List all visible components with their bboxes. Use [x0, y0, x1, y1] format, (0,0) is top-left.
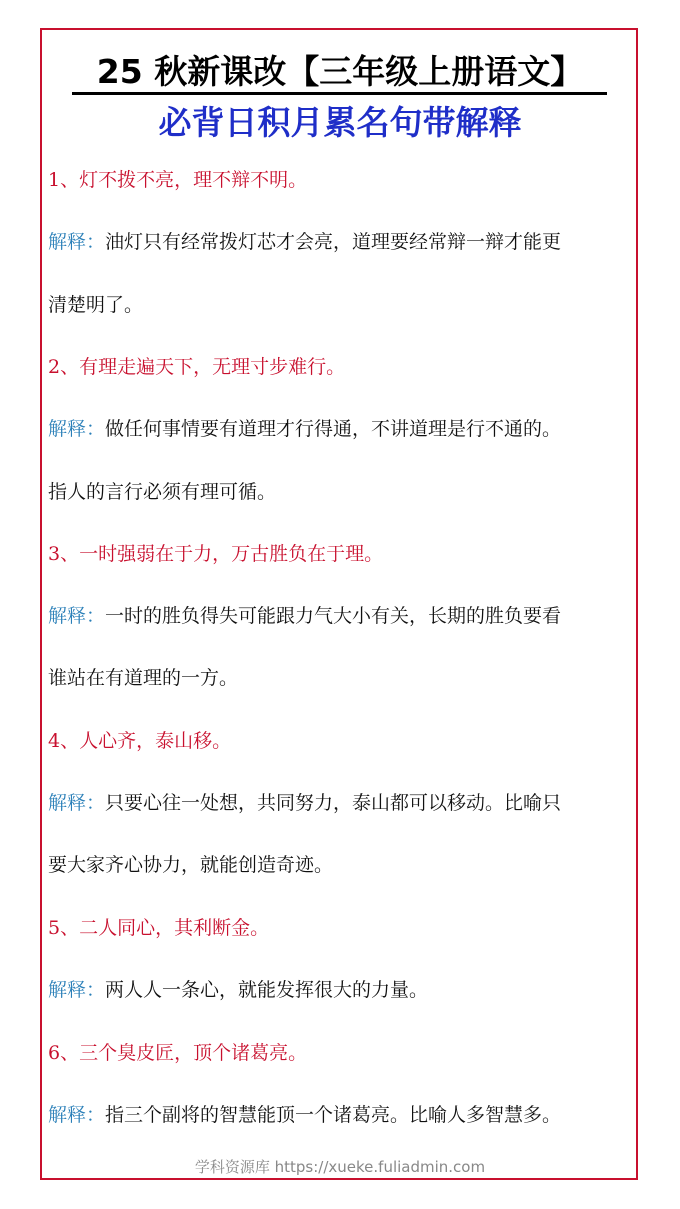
explanation-5	[48, 976, 633, 1004]
explanation-text: 只要心往一处想，共同努力，泰山都可以移动。比喻只	[105, 792, 562, 814]
page-title: 25 秋新课改【三年级上册语文】	[96, 52, 584, 91]
explanation-text: 做任何事情要有道理才行得通，不讲道理是行不通的。	[105, 418, 562, 440]
explanation-label: 解释：	[48, 792, 106, 814]
footer-source: 学科资源库 https://xueke.fuliadmin.com	[194, 1158, 486, 1176]
quote-6: 6、三个臭皮匠，顶个诸葛亮。	[48, 1042, 308, 1064]
explanation-label: 解释：	[48, 605, 106, 627]
explanation-label: 解释：	[48, 1104, 106, 1126]
explanation-6	[48, 1101, 633, 1129]
quote-3: 3、一时强弱在于力，万古胜负在于理。	[48, 543, 384, 565]
quote-1: 1、灯不拨不亮，理不辩不明。	[48, 169, 308, 191]
quote-5: 5、二人同心，其利断金。	[48, 917, 270, 939]
explanation-1-cont: 清楚明了。	[48, 294, 144, 316]
explanation-text: 指三个副将的智慧能顶一个诸葛亮。比喻人多智慧多。	[105, 1104, 562, 1126]
explanation-text: 油灯只有经常拨灯芯才会亮，道理要经常辩一辩才能更	[105, 231, 562, 253]
explanation-3-cont: 谁站在有道理的一方。	[48, 667, 239, 689]
explanation-3	[48, 602, 633, 630]
explanation-label: 解释：	[48, 231, 106, 253]
page-subtitle: 必背日积月累名句带解释	[158, 103, 522, 142]
explanation-2-cont: 指人的言行必须有理可循。	[48, 481, 277, 503]
explanation-2	[48, 415, 633, 443]
explanation-4	[48, 789, 633, 817]
explanation-4-cont: 要大家齐心协力，就能创造奇迹。	[48, 854, 334, 876]
title-underline	[72, 92, 607, 95]
explanation-text: 两人人一条心，就能发挥很大的力量。	[105, 979, 429, 1001]
explanation-label: 解释：	[48, 418, 106, 440]
explanation-label: 解释：	[48, 979, 106, 1001]
explanation-1	[48, 228, 633, 256]
quote-4: 4、人心齐，泰山移。	[48, 730, 232, 752]
explanation-text: 一时的胜负得失可能跟力气大小有关，长期的胜负要看	[105, 605, 562, 627]
quote-2: 2、有理走遍天下，无理寸步难行。	[48, 356, 346, 378]
